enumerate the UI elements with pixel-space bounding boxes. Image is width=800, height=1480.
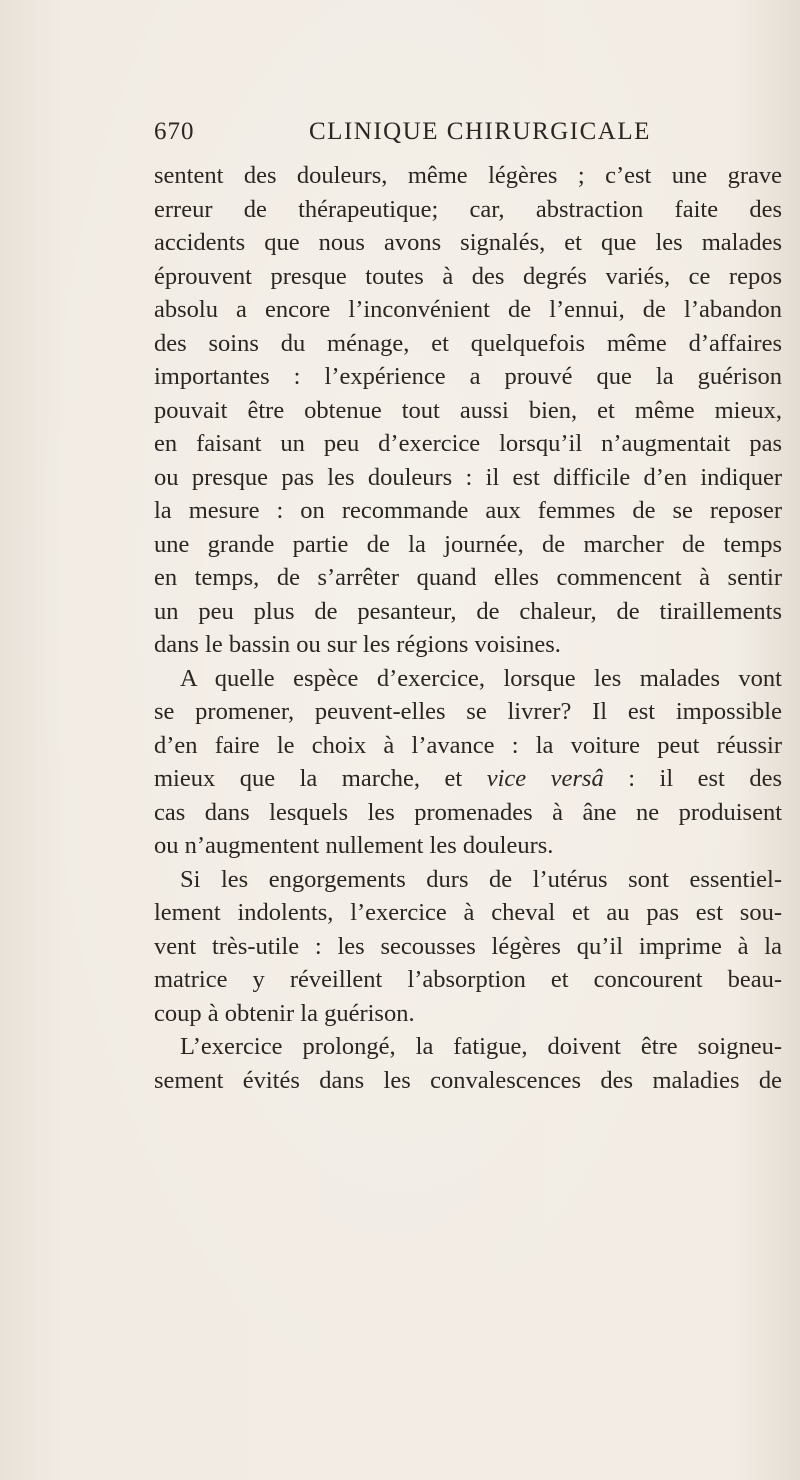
text-line: une grande partie de la journée, de marcher de temps xyxy=(154,530,782,558)
text-line: Si les engorgements durs de l’utérus sont essentiel- xyxy=(180,865,782,893)
paragraph-2 xyxy=(154,662,794,863)
text-line: éprouvent presque toutes à des degrés variés, ce repos xyxy=(154,262,782,290)
paragraph-1 xyxy=(154,159,794,662)
page-number: 670 xyxy=(154,118,195,145)
text-line: dans le bassin ou sur les régions voisines. xyxy=(154,631,561,658)
text-line: se promener, peuvent-elles se livrer? Il est impossible xyxy=(154,698,782,725)
italic-phrase: vice versâ xyxy=(486,765,604,792)
text-line: ou n’augmentent nullement les douleurs. xyxy=(154,832,554,859)
text-line: matrice y réveillent l’absorption et concourent beau- xyxy=(154,966,782,993)
text-line: cas dans lesquels les promenades à âne ne produisent xyxy=(154,798,782,826)
paragraph-4 xyxy=(154,1030,794,1097)
text-line: la mesure : on recommande aux femmes de se reposer xyxy=(154,497,782,524)
text-line: importantes : l’expérience a prouvé que la guérison xyxy=(154,363,782,390)
text-line: coup à obtenir la guérison. xyxy=(154,999,415,1027)
text-line: en faisant un peu d’exercice lorsqu’il n’augmentait pas xyxy=(154,430,782,457)
text-line: A quelle espèce d’exercice, lorsque les malades vont xyxy=(180,664,782,692)
text-line: d’en faire le choix à l’avance : la voiture peut réussir xyxy=(154,731,782,759)
page-header xyxy=(154,118,734,152)
text-line: lement indolents, l’exercice à cheval et au pas est sou- xyxy=(154,899,782,926)
text-line: pouvait être obtenue tout aussi bien, et même mieux, xyxy=(154,396,782,424)
text-line: sentent des douleurs, même légères ; c’est une grave xyxy=(154,162,782,189)
paragraph-3 xyxy=(154,863,794,1031)
text-line: vent très-utile : les secousses légères qu’il imprime à la xyxy=(154,932,782,960)
text-line: ou presque pas les douleurs : il est difficile d’en indiquer xyxy=(154,463,782,491)
running-title: CLINIQUE CHIRURGICALE xyxy=(309,118,651,145)
text-segment: : il est des xyxy=(603,765,782,792)
text-line xyxy=(154,762,782,796)
text-segment: mieux que la marche, et xyxy=(154,765,487,792)
text-line: erreur de thérapeutique; car, abstraction faite des xyxy=(154,195,782,223)
text-line: en temps, de s’arrêter quand elles commencent à sentir xyxy=(154,564,782,591)
text-line: un peu plus de pesanteur, de chaleur, de tiraillements xyxy=(154,597,782,625)
body-text xyxy=(154,159,794,1097)
text-line: sement évités dans les convalescences des maladies de xyxy=(154,1066,782,1094)
text-line: des soins du ménage, et quelquefois même d’affaires xyxy=(154,329,782,357)
text-line: L’exercice prolongé, la fatigue, doivent être soigneu- xyxy=(180,1033,782,1060)
text-line: accidents que nous avons signalés, et que les malades xyxy=(154,229,782,256)
text-line: absolu a encore l’inconvénient de l’ennui, de l’abandon xyxy=(154,296,782,323)
